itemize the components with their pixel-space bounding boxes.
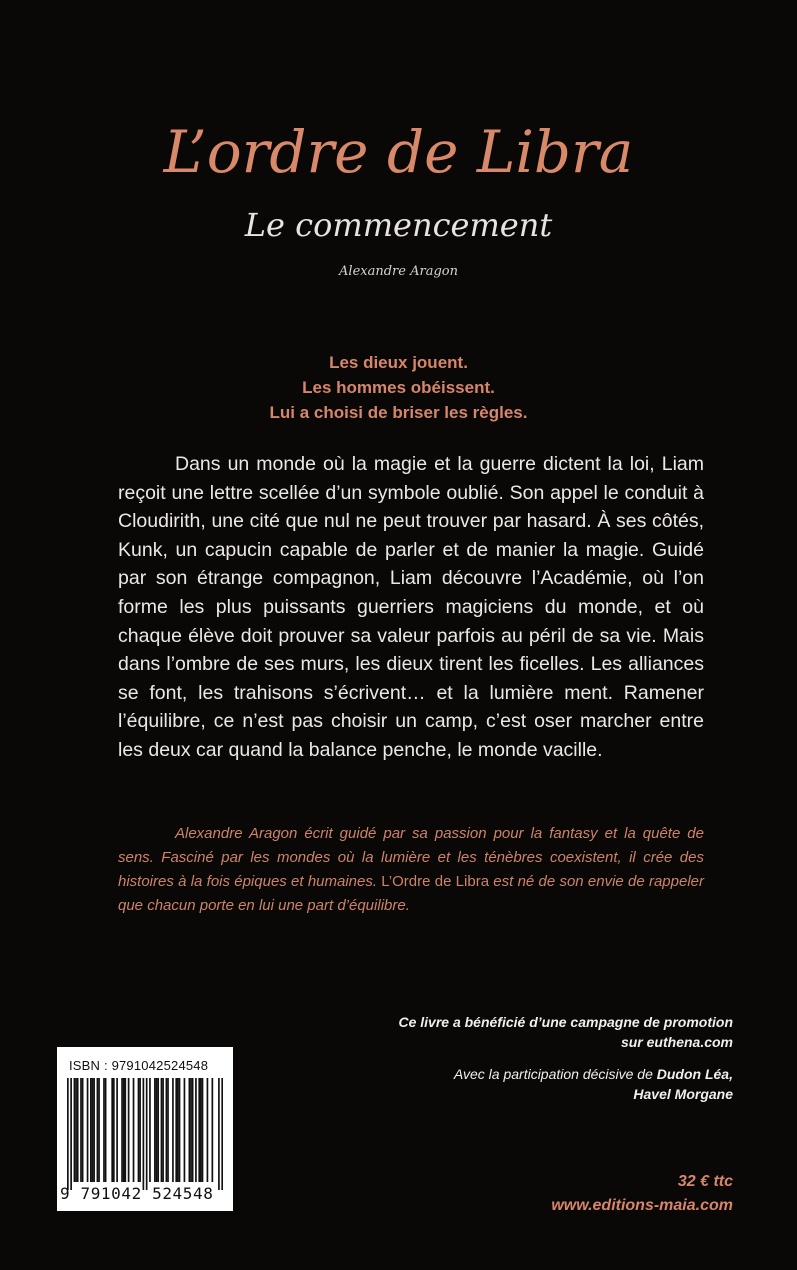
isbn-barcode [57, 1047, 233, 1211]
barcode-bar [128, 1078, 130, 1182]
promotion-note [313, 1012, 733, 1052]
barcode-bar [70, 1078, 72, 1190]
barcode-bar [212, 1078, 214, 1182]
tagline-line: Les dieux jouent. [329, 353, 468, 372]
price: 32 € ttc [677, 1173, 733, 1190]
barcode-bar [192, 1078, 194, 1182]
barcode-bar [67, 1078, 69, 1190]
barcode-bar [116, 1078, 118, 1182]
barcode-bar [167, 1078, 169, 1182]
barcode-bar [103, 1078, 105, 1182]
barcode-bar [87, 1078, 89, 1182]
participation-credits [313, 1064, 733, 1104]
bio-text-end: est né de son envie de rappeler que chacun porte en lui une part d’équilibre. [118, 873, 704, 914]
barcode-bar [221, 1078, 223, 1190]
participation-prefix: Avec la participation décisive de [453, 1066, 657, 1082]
barcode-bar [166, 1078, 168, 1182]
barcode-bar [92, 1078, 94, 1182]
barcode-bar [93, 1078, 95, 1182]
barcode-bar [207, 1078, 209, 1182]
participant-name: Dudon Léa, [656, 1066, 733, 1082]
barcode-bar [146, 1078, 148, 1190]
barcode-bar [154, 1078, 156, 1182]
barcode-bar [156, 1078, 158, 1182]
promotion-site: sur euthena.com [620, 1034, 733, 1050]
barcode-bars [67, 1078, 223, 1190]
barcode-bar [80, 1078, 82, 1182]
barcode-bar [202, 1078, 204, 1182]
barcode-bar [189, 1078, 191, 1182]
barcode-bar [123, 1078, 125, 1182]
barcode-bar [121, 1078, 123, 1182]
barcode-bar [82, 1078, 84, 1182]
barcode-bar [157, 1078, 159, 1182]
barcode-bar [139, 1078, 141, 1182]
barcode-bar [195, 1078, 197, 1182]
barcode-bar [111, 1078, 113, 1182]
synopsis-paragraph: Dans un monde où la magie et la guerre dictent la loi, Liam reçoit une lettre scellée d’un symbole oublié. Son appel le conduit à Cloudirith, une cité que nul ne peut trouver par hasard. À ses côtés, Kunk, un capucin capable de parler et de manier la magie. Guidé par son étrange compagnon, Liam découvre l’Académie, où l’on forme les plus puissants guerriers magiciens du monde, et où chaque élève doit prouver sa valeur parfois au péril de sa vie. Mais dans l’ombre de ses murs, les dieux tirent les ficelles. Les alliances se font, les trahisons s’écrivent… et la lumière ment. Ramener l’équilibre, ce n’est pas choisir un camp, c’est oser marcher entre les deux car quand la balance penche, le monde vacille. [118, 453, 704, 761]
barcode-bar [161, 1078, 163, 1182]
participant-name: Havel Morgane [633, 1086, 733, 1102]
bio-text: Alexandre Aragon écrit guidé par sa passion pour la fantasy et la quête de sens. Fasciné par les mondes où la lumière et les ténèbres coexistent, il crée des histoires à la fois épiques et humaines. [118, 825, 704, 890]
tagline-line: Lui a choisi de briser les règles. [269, 403, 528, 422]
barcode-bar [198, 1078, 200, 1182]
isbn-label: ISBN : 9791042524548 [69, 1058, 209, 1073]
author-name: Alexandre Aragon [339, 264, 458, 279]
barcode-bar [97, 1078, 99, 1182]
barcode-bar [74, 1078, 76, 1182]
author-bio [118, 822, 704, 918]
barcode-bar [175, 1078, 177, 1182]
barcode-bar [200, 1078, 202, 1182]
publisher-website: www.editions-maia.com [551, 1197, 733, 1214]
promotion-line: Ce livre a bénéficié d’une campagne de promotion [398, 1014, 733, 1030]
barcode-bar [77, 1078, 79, 1182]
tagline [0, 350, 797, 425]
barcode-bar [113, 1078, 115, 1182]
barcode-bar [124, 1078, 126, 1182]
book-subtitle: Le commencement [244, 206, 553, 244]
barcode-digits: 9 791042 524548 [60, 1184, 214, 1203]
book-title: L’ordre de Libra [163, 118, 634, 186]
bio-book-title: L’Ordre de Libra [377, 873, 490, 890]
price-block [433, 1170, 733, 1218]
barcode-bar [179, 1078, 181, 1182]
barcode-bar [172, 1078, 174, 1182]
barcode-bar [162, 1078, 164, 1182]
barcode-bar [190, 1078, 192, 1182]
barcode-bar [138, 1078, 140, 1182]
barcode-bar [98, 1078, 100, 1182]
barcode-bar [90, 1078, 92, 1182]
barcode-bar [184, 1078, 186, 1182]
barcode-bar [105, 1078, 107, 1182]
tagline-line: Les hommes obéissent. [302, 378, 495, 397]
barcode-bar [149, 1078, 151, 1182]
barcode-bar [177, 1078, 179, 1182]
barcode-bar [143, 1078, 145, 1190]
barcode-bar [133, 1078, 135, 1182]
barcode-bar [218, 1078, 220, 1190]
barcode-bar [75, 1078, 77, 1182]
